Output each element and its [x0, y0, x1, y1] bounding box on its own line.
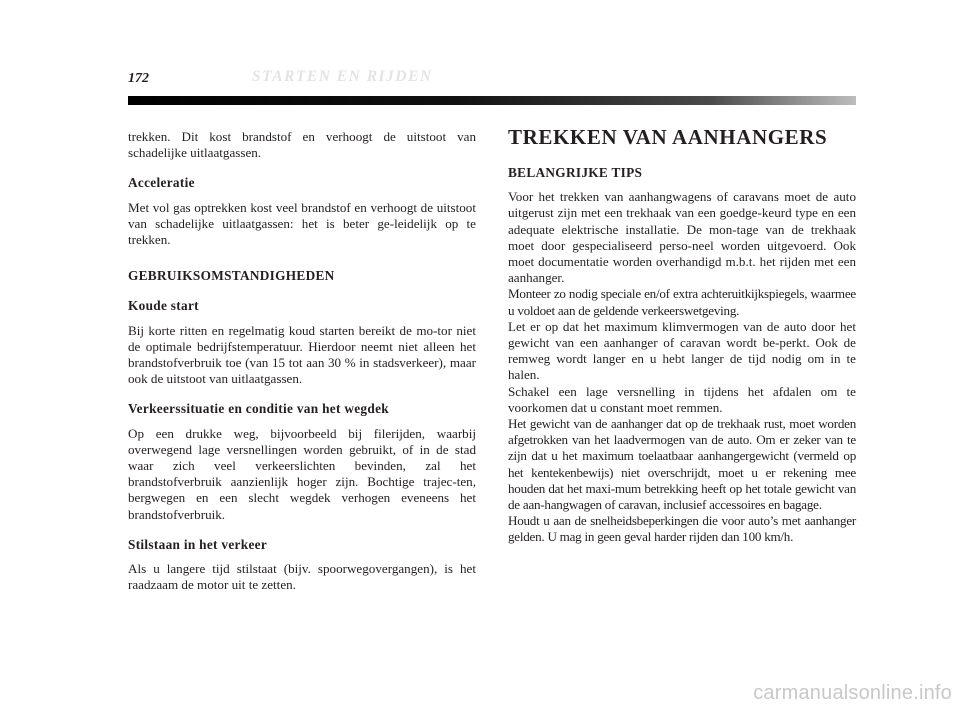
intro-paragraph: trekken. Dit kost brandstof en verhoogt de uitstoot van schadelijke uitlaatgassen. — [128, 129, 476, 161]
section-title: STARTEN EN RIJDEN — [252, 68, 433, 85]
acceleration-heading: Acceleratie — [128, 175, 195, 191]
cold-start-heading: Koude start — [128, 298, 199, 314]
important-tips-heading: BELANGRIJKE TIPS — [508, 165, 643, 180]
towing-paragraph: Voor het trekken van aanhangwagens of caravans moet de auto uitgerust zijn met een trekhaak van een goedge-keurd type en een adequate elektrische installatie. De mon-tage van de trekhaak moet door gespecialiseerd perso-neel worden uitgevoerd. Ook moet documentatie worden overhandigd m.b.t. het rijden met een aanhanger. — [508, 189, 856, 286]
towing-paragraph: Monteer zo nodig speciale en/of extra achteruitkijkspiegels, waarmee u voldoet aan de geldende verkeerswetgeving. — [508, 286, 856, 318]
traffic-heading: Verkeerssituatie en conditie van het wegdek — [128, 401, 389, 417]
towing-paragraph: Schakel een lage versnelling in tijdens het afdalen om te voorkomen dat u constant moet remmen. — [508, 383, 856, 415]
traffic-paragraph: Op een drukke weg, bijvoorbeeld bij filerijden, waarbij overwegend lage versnellingen worden gebruikt, of in de stad waar zich veel verkeerslichten bevinden, zal het brandstofverbruik aanzienlijk hoger zijn. Bochtige trajec-ten, bergwegen en een slecht wegdek verhogen eveneens het brandstofverbruik. — [128, 425, 476, 522]
conditions-heading: GEBRUIKSOMSTANDIGHEDEN — [128, 268, 335, 284]
right-column — [508, 125, 856, 546]
cold-start-paragraph: Bij korte ritten en regelmatig koud starten bereikt de mo-tor niet de optimale bedrijfstemperatuur. Hierdoor neemt niet alleen het brandstofverbruik toe (van 15 tot aan 30 % in stadsverkeer), maar ook de uitstoot van uitlaatgassen. — [128, 322, 476, 387]
towing-paragraph: Houdt u aan de snelheidsbeperkingen die voor auto’s met aanhanger gelden. U mag in geen geval harder rijden dan 100 km/h. — [508, 513, 856, 545]
header-rule — [128, 96, 856, 105]
watermark: carmanualsonline.info — [753, 682, 952, 704]
standstill-paragraph: Als u langere tijd stilstaat (bijv. spoorwegovergangen), is het raadzaam de motor uit te zetten. — [128, 561, 476, 593]
acceleration-paragraph: Met vol gas optrekken kost veel brandstof en verhoogt de uitstoot van schadelijke uitlaatgassen: het is beter ge-leidelijk op te trekken. — [128, 199, 476, 248]
left-column — [128, 129, 476, 607]
standstill-heading: Stilstaan in het verkeer — [128, 536, 268, 552]
page-number: 172 — [128, 71, 149, 86]
towing-paragraph: Het gewicht van de aanhanger dat op de trekhaak rust, moet worden afgetrokken van het laadvermogen van de auto. Om er zeker van te zijn dat u het maximum toelaatbaar aanhangergewicht (vermeld op het kentekenbewijs) niet overschrijdt, moet u er rekening mee houden dat het maxi-mum betrekking heeft op het totale gewicht van de aan-hangwagen of caravan, inclusief accessoires en bagage. — [508, 416, 856, 513]
towing-paragraph: Let er op dat het maximum klimvermogen van de auto door het gewicht van een aanhanger of caravan wordt be-perkt. Ook de remweg wordt langer en u hebt langer de tijd nodig om in te halen. — [508, 318, 856, 383]
towing-title: TREKKEN VAN AANHANGERS — [508, 125, 828, 149]
